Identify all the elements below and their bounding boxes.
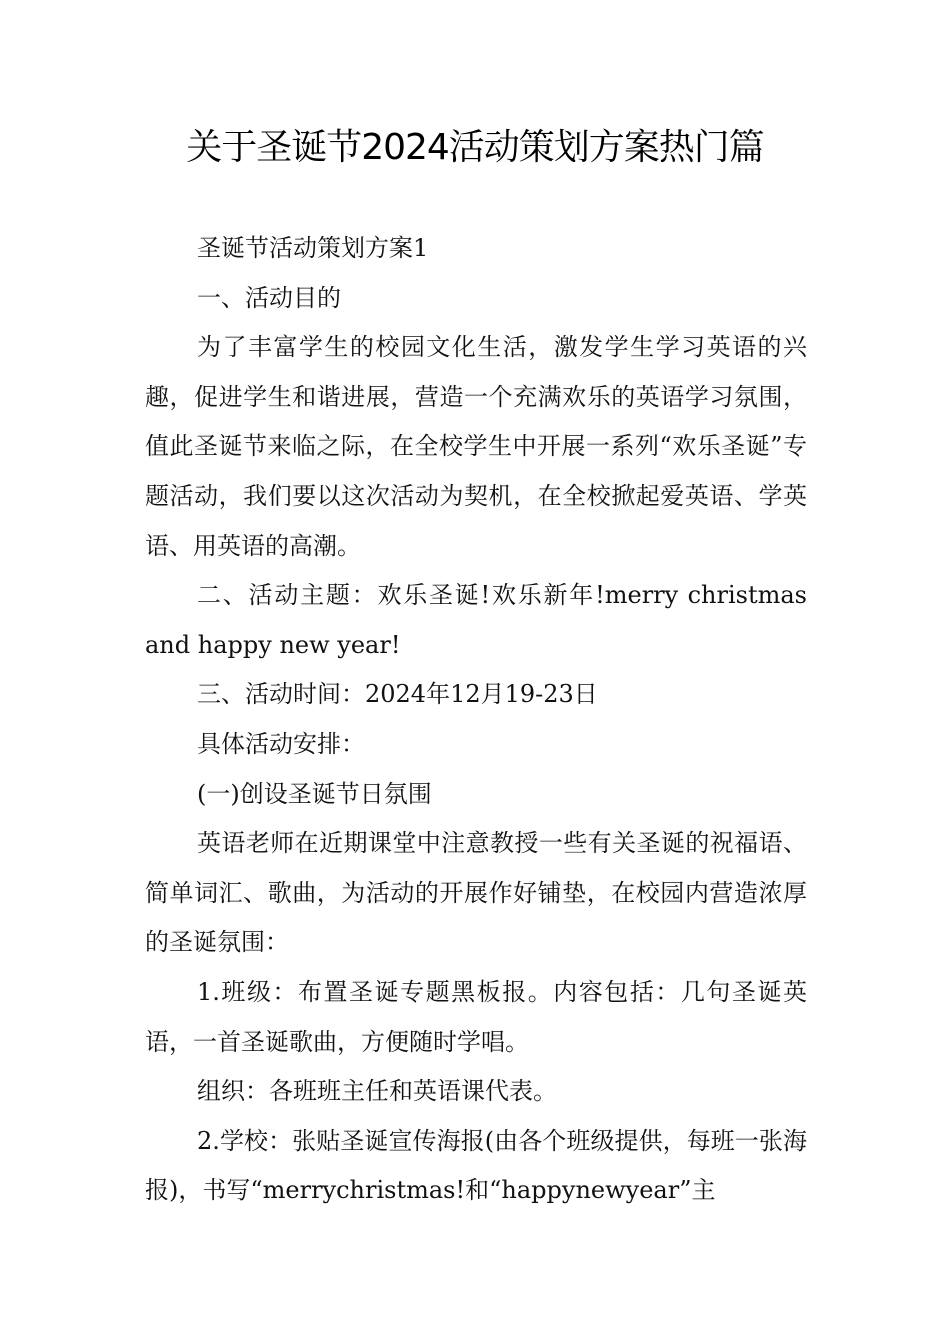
paragraph-atmosphere-body: 英语老师在近期课堂中注意教授一些有关圣诞的祝福语、简单词汇、歌曲，为活动的开展作好铺垫，在校园内营造浓厚的圣诞氛围： bbox=[145, 829, 807, 957]
document-body bbox=[145, 224, 807, 1216]
paragraph-organizer: 组织：各班班主任和英语课代表。 bbox=[197, 1077, 557, 1106]
paragraph-section-theme: 二、活动主题：欢乐圣诞!欢乐新年!merry christmas and happy new year! bbox=[145, 581, 807, 659]
document-title: 关于圣诞节2024活动策划方案热门篇 bbox=[186, 127, 764, 168]
paragraph-item-school: 2.学校：张贴圣诞宣传海报(由各个班级提供，每班一张海报)，书写“merrychristmas!和“happynewyear”主 bbox=[145, 1126, 807, 1205]
paragraph-purpose-body: 为了丰富学生的校园文化生活，激发学生学习英语的兴趣，促进学生和谐进展，营造一个充满欢乐的英语学习氛围，值此圣诞节来临之际，在全校学生中开展一系列“欢乐圣诞”专题活动，我们要以这次活动为契机，在全校掀起爱英语、学英语、用英语的高潮。 bbox=[145, 333, 807, 560]
paragraph-section-purpose: 一、活动目的 bbox=[197, 283, 341, 312]
paragraph-plan-heading: 圣诞节活动策划方案1 bbox=[197, 234, 429, 262]
paragraph-item-class: 1.班级：布置圣诞专题黑板报。内容包括：几句圣诞英语，一首圣诞歌曲，方便随时学唱。 bbox=[145, 977, 807, 1056]
paragraph-schedule-heading: 具体活动安排： bbox=[197, 729, 365, 758]
paragraph-section-time: 三、活动时间：2024年12月19-23日 bbox=[197, 680, 598, 709]
paragraph-subsection-atmosphere: (一)创设圣诞节日氛围 bbox=[197, 779, 432, 808]
